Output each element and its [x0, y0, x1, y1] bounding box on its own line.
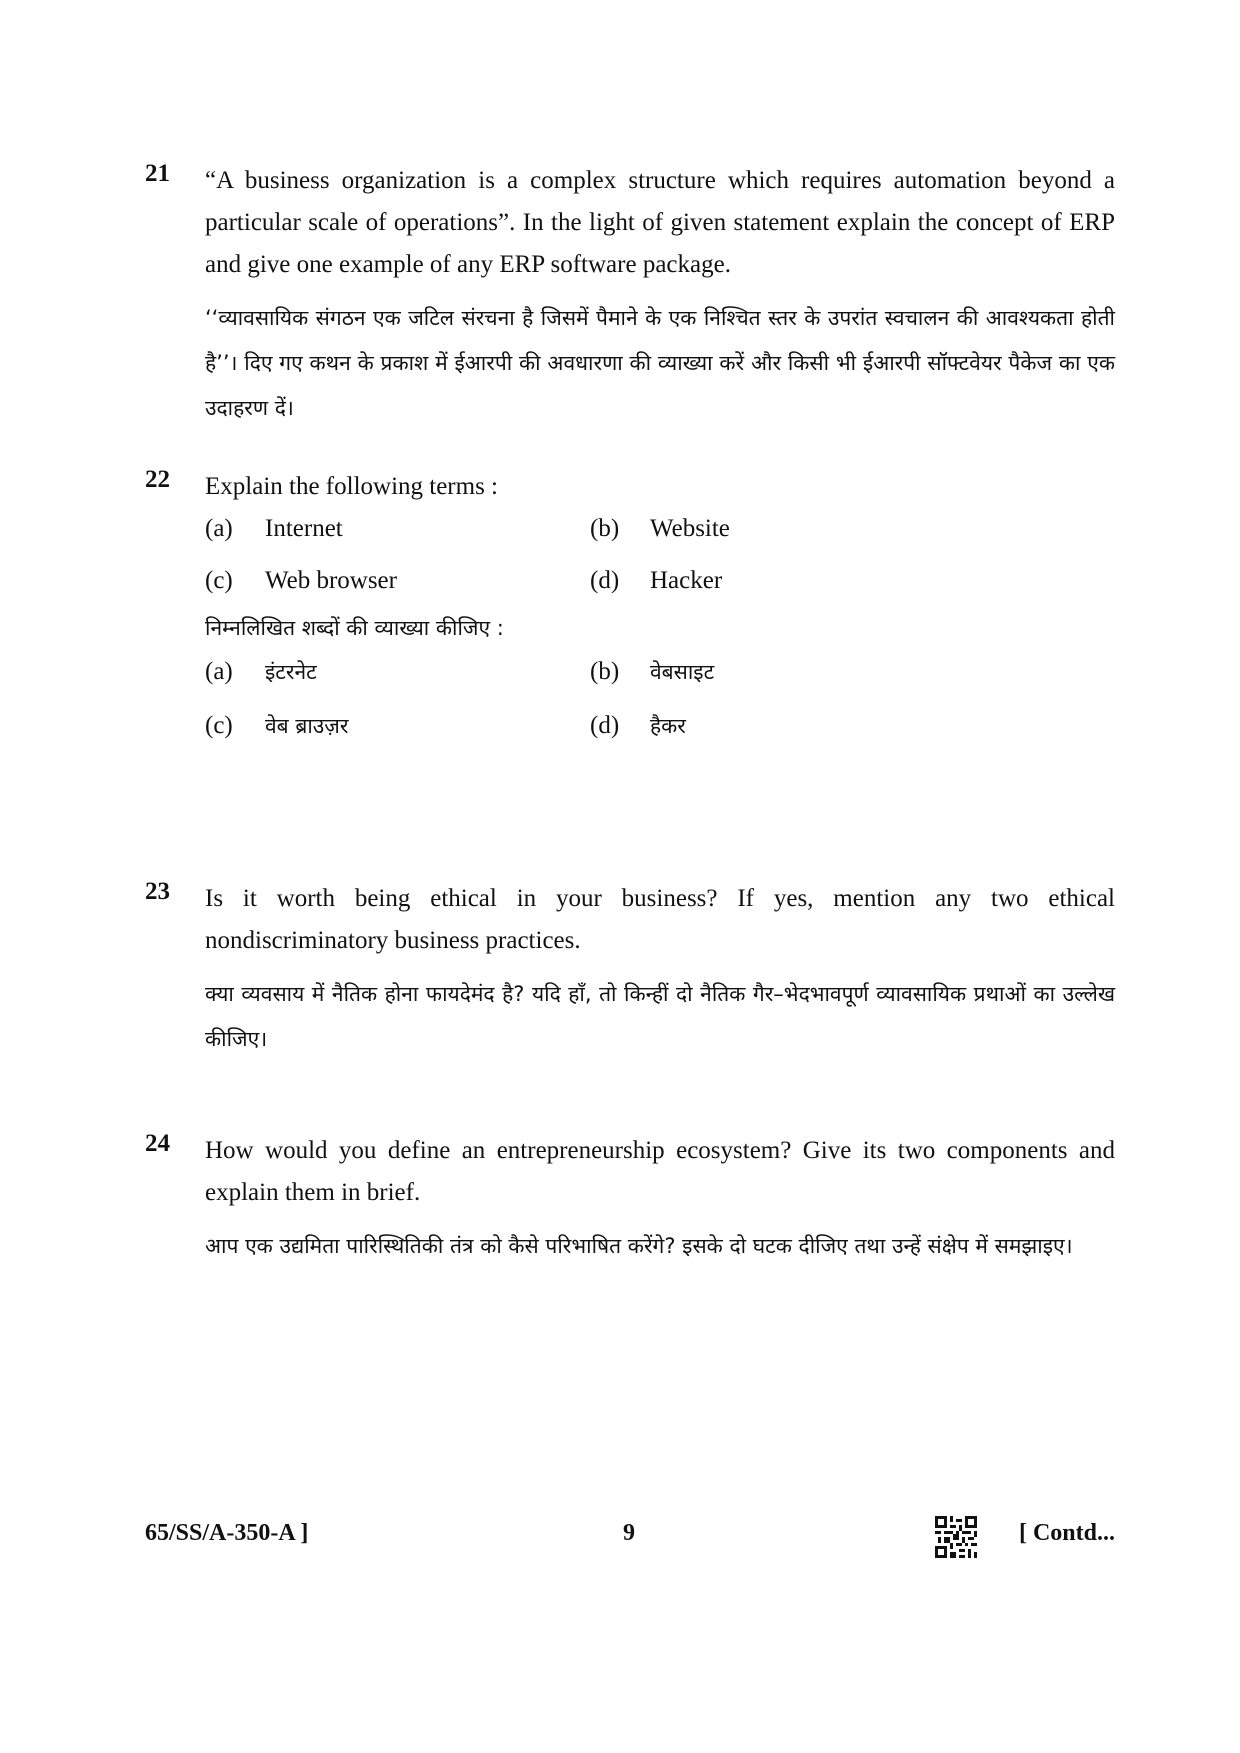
options-en [205, 508, 1115, 602]
option-label: (a) [205, 515, 233, 542]
question-text-en: How would you define an entrepreneurship ecosystem? Give its two components and explain them in brief. [205, 1137, 1115, 1206]
option-text: Website [650, 515, 730, 542]
option-c-hi [205, 705, 590, 747]
option-label: (c) [205, 712, 233, 739]
question-number: 24 [145, 1130, 170, 1157]
option-a-hi [205, 651, 590, 693]
question-number: 22 [145, 466, 170, 493]
question-21 [145, 160, 1115, 431]
question-number: 21 [145, 160, 170, 187]
option-text: वेब ब्राउज़र [265, 714, 349, 738]
option-d-en [590, 560, 975, 602]
option-label: (c) [205, 567, 233, 594]
page-number: 9 [623, 1520, 635, 1546]
question-text-hi: क्या व्यवसाय में नैतिक होना फायदेमंद है? यदि हाँ, तो किन्हीं दो नैतिक गैर–भेदभावपूर्ण व्यावसायिक प्रथाओं का उल्लेख कीजिए। [205, 982, 1115, 1051]
option-label: (d) [590, 567, 620, 594]
option-text: वेबसाइट [650, 660, 715, 684]
option-b-en [590, 508, 975, 550]
qr-code-icon [935, 1516, 977, 1558]
question-24 [145, 1130, 1115, 1269]
option-label: (b) [590, 515, 620, 542]
option-d-hi [590, 705, 975, 747]
question-heading-en: Explain the following terms : [205, 473, 499, 500]
option-text: हैकर [650, 714, 686, 738]
option-c-en [205, 560, 590, 602]
continued-label: [ Contd... [1018, 1520, 1115, 1546]
options-hi [205, 651, 1115, 747]
question-22 [145, 466, 1115, 747]
option-text: Web browser [265, 567, 397, 594]
option-text: इंटरनेट [265, 660, 317, 684]
question-heading-hi: निम्नलिखित शब्दों की व्याख्या कीजिए : [205, 616, 504, 640]
option-label: (b) [590, 658, 620, 685]
question-text-hi: आप एक उद्यमिता पारिस्थितिकी तंत्र को कैसे परिभाषित करेंगे? इसके दो घटक दीजिए तथा उन्हें संक्षेप में समझाइए। [205, 1234, 1073, 1258]
option-text: Hacker [650, 567, 723, 594]
question-text-hi: ‘‘व्यावसायिक संगठन एक जटिल संरचना है जिसमें पैमाने के एक निश्चित स्तर के उपरांत स्वचालन की आवश्यकता होती है’’। दिए गए कथन के प्रकाश में ईआरपी की अवधारणा की व्याख्या करें और किसी भी ईआरपी सॉफ्टवेयर पैकेज का एक उदाहरण दें। [205, 306, 1115, 420]
option-text: Internet [265, 515, 343, 542]
paper-code: 65/SS/A-350-A ] [145, 1520, 309, 1546]
question-text-en: Is it worth being ethical in your business? If yes, mention any two ethical nondiscriminatory business practices. [205, 885, 1115, 954]
option-a-en [205, 508, 590, 550]
option-label: (d) [590, 712, 620, 739]
question-text-en: “A business organization is a complex structure which requires automation beyond a particular scale of operations”. In the light of given statement explain the concept of ERP and give one example of any ERP software package. [205, 167, 1115, 278]
question-23 [145, 878, 1115, 1062]
option-b-hi [590, 651, 975, 693]
option-label: (a) [205, 658, 233, 685]
question-number: 23 [145, 878, 170, 905]
